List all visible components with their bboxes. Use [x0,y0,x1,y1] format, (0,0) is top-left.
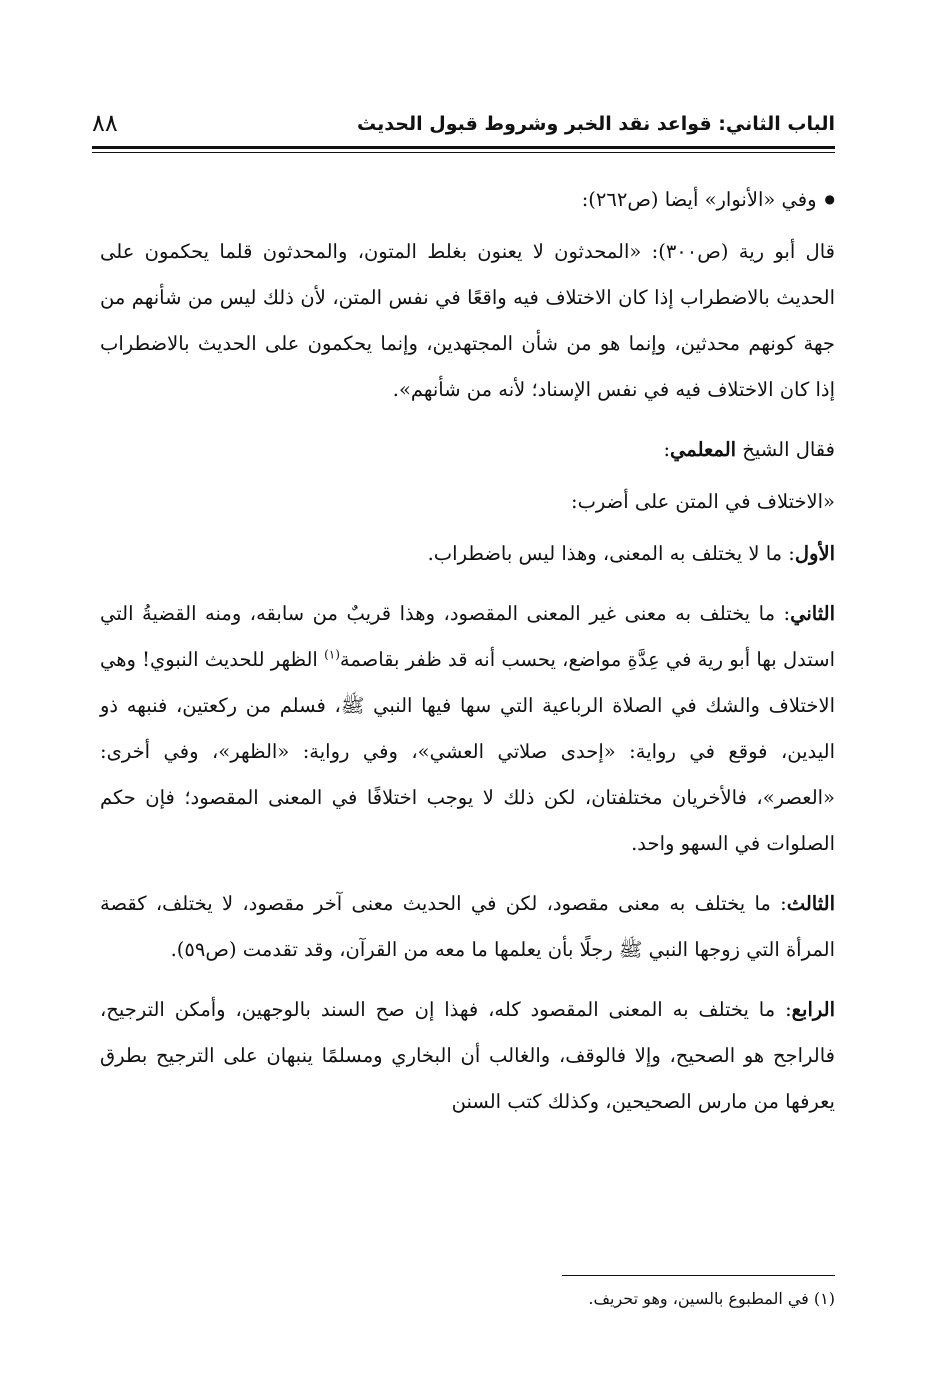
main-text [100,176,835,1139]
paragraph-third-type: الثالث: ما يختلف به معنى مقصود، لكن في الحديث معنى آخر مقصود، لا يختلف، كقصة المرأة التي زوجها النبي ﷺ رجلًا بأن يعلمها ما معه من القرآن، وقد تقدمت (ص٥٩). [100,892,835,961]
fourth-type-label: الرابع [791,998,835,1021]
header-rule-thin [92,152,835,153]
paragraph-first-type: الأول: ما لا يختلف به المعنى، وهذا ليس باضطراب. [427,542,835,565]
footnote-separator [562,1275,835,1276]
paragraph-types-intro: «الاختلاف في المتن على أضرب: [571,490,835,513]
author-name: المعلمي [670,438,737,461]
paragraph-abu-rayya-quote: قال أبو رية (ص٣٠٠): «المحدثون لا يعنون بغلط المتون، والمحدثون قلما يحكمون على الحديث بالاضطراب إذا كان الاختلاف فيه واقعًا في نفس المتن، لأن ذلك ليس من شأنهم من جهة كونهم محدثين، وإنما هو من شأن المجتهدين، وإنما يحكمون على الحديث بالاضطراب إذا كان الاختلاف فيه في نفس الإسناد؛ لأنه من شأنهم». [100,240,835,401]
paragraph-fourth-type: الرابع: ما يختلف به المعنى المقصود كله، فهذا إن صح السند بالوجهين، وأمكن الترجيح، فالراجح هو الصحيح، وإلا فالوقف، والغالب أن البخاري ومسلمًا ينبهان على الترجيح بطرق يعرفها من مارس الصحيحين، وكذلك كتب السنن [100,998,835,1113]
second-type-label: الثاني [790,602,835,625]
running-title: الباب الثاني: قواعد نقد الخبر وشروط قبول الحديث [357,113,835,135]
footnote-marker[interactable]: (١) [324,647,340,662]
footnote: (١) في المطبوع بالسين، وهو تحريف. [588,1289,835,1308]
paragraph-second-type: الثاني: ما يختلف به معنى غير المعنى المقصود، وهذا قريبٌ من سابقه، ومنه القضيةُ التي استدل بها أبو رية في عِدَّةِ مواضع، يحسب أنه قد ظفر بقاصمة$^{(١)}$ الظهر للحديث النبوي! وهي الاختلاف والشك في الصلاة الرباعية التي سها فيها النبي ﷺ، فسلم من ركعتين، فنبهه ذو اليدين، فوقع في رواية: «إحدى صلاتي العشي»، وفي رواية: «الظهر»، وفي أخرى: «العصر»، فالأخريان مختلفتان، لكن ذلك لا يوجب اختلافًا في المعنى المقصود؛ فإن حكم الصلوات في السهو واحد. [100,602,835,855]
page-number: ٨٨ [92,109,118,137]
paragraph-muallimi-intro: فقال الشيخ المعلمي: [663,438,835,461]
page-header [92,96,835,136]
first-type-label: الأول [794,542,835,565]
paragraph-anwar-reference: ● وفي «الأنوار» أيضا (ص٢٦٢): [100,176,835,223]
third-type-label: الثالث [786,892,835,915]
header-rule [92,146,835,149]
